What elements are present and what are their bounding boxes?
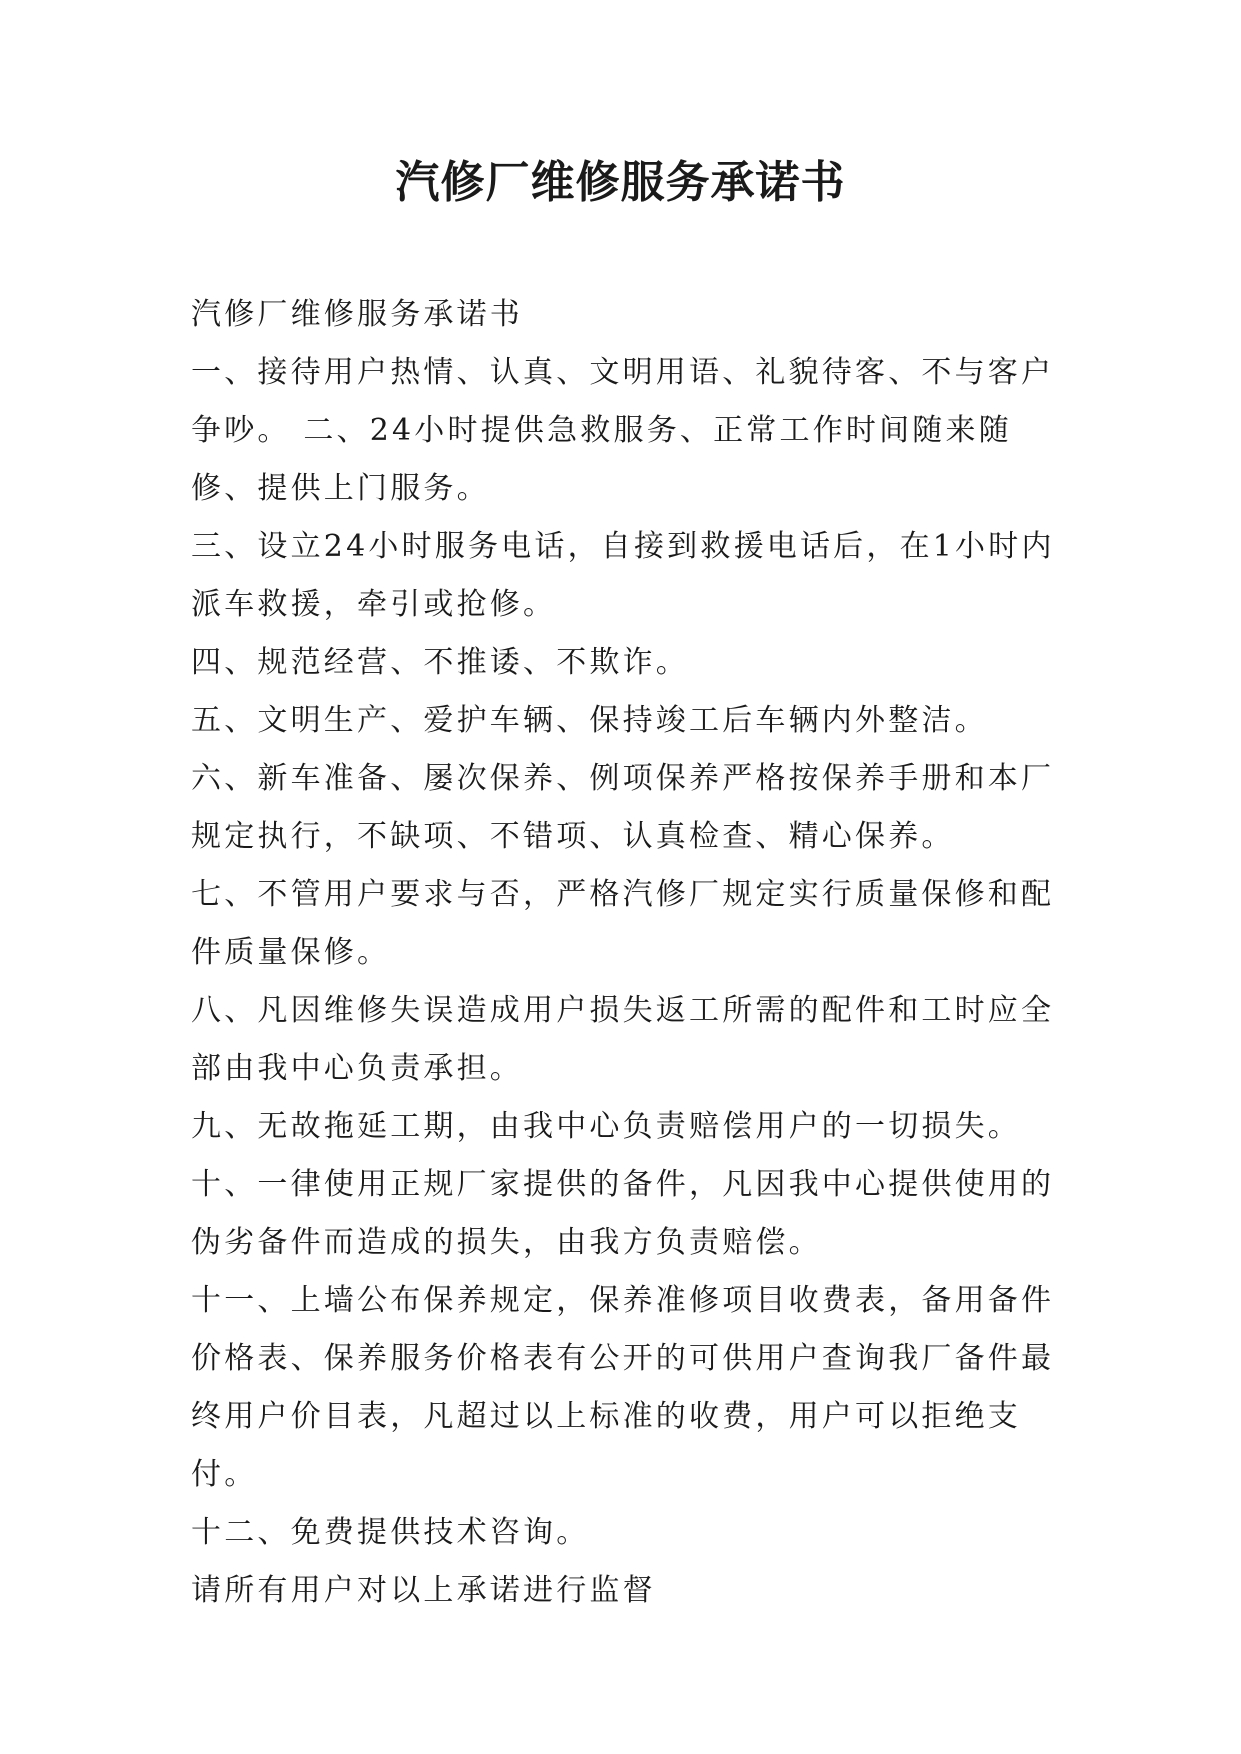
document-title: 汽修厂维修服务承诺书 [395, 157, 846, 208]
paragraph-item-10: 十、一律使用正规厂家提供的备件，凡因我中心提供使用的伪劣备件而造成的损失，由我方负责赔偿。 [191, 1167, 1055, 1260]
paragraph-item-12: 十二、免费提供技术咨询。 [191, 1515, 590, 1550]
paragraph-item-4: 四、规范经营、不推诿、不欺诈。 [191, 645, 689, 680]
paragraph-item-5: 五、文明生产、爱护车辆、保持竣工后车辆内外整洁。 [191, 703, 988, 738]
paragraph-heading: 汽修厂维修服务承诺书 [191, 297, 523, 332]
paragraph-item-6: 六、新车准备、屡次保养、例项保养严格按保养手册和本厂规定执行，不缺项、不错项、认真检查、精心保养。 [191, 761, 1055, 854]
paragraph-item-3: 三、设立24小时服务电话，自接到救援电话后，在1小时内派车救援，牵引或抢修。 [191, 529, 1055, 622]
paragraph-item-8: 八、凡因维修失误造成用户损失返工所需的配件和工时应全部由我中心负责承担。 [191, 993, 1055, 1086]
paragraph-closing: 请所有用户对以上承诺进行监督 [191, 1573, 656, 1608]
paragraph-item-1-2: 一、接待用户热情、认真、文明用语、礼貌待客、不与客户争吵。 二、24小时提供急救服务、正常工作时间随来随修、提供上门服务。 [191, 355, 1055, 506]
document-body [191, 286, 1071, 1620]
paragraph-item-9: 九、无故拖延工期，由我中心负责赔偿用户的一切损失。 [191, 1109, 1021, 1144]
paragraph-item-11: 十一、上墙公布保养规定，保养准修项目收费表，备用备件价格表、保养服务价格表有公开的可供用户查询我厂备件最终用户价目表，凡超过以上标准的收费，用户可以拒绝支付。 [191, 1283, 1055, 1492]
paragraph-item-7: 七、不管用户要求与否，严格汽修厂规定实行质量保修和配件质量保修。 [191, 877, 1055, 970]
